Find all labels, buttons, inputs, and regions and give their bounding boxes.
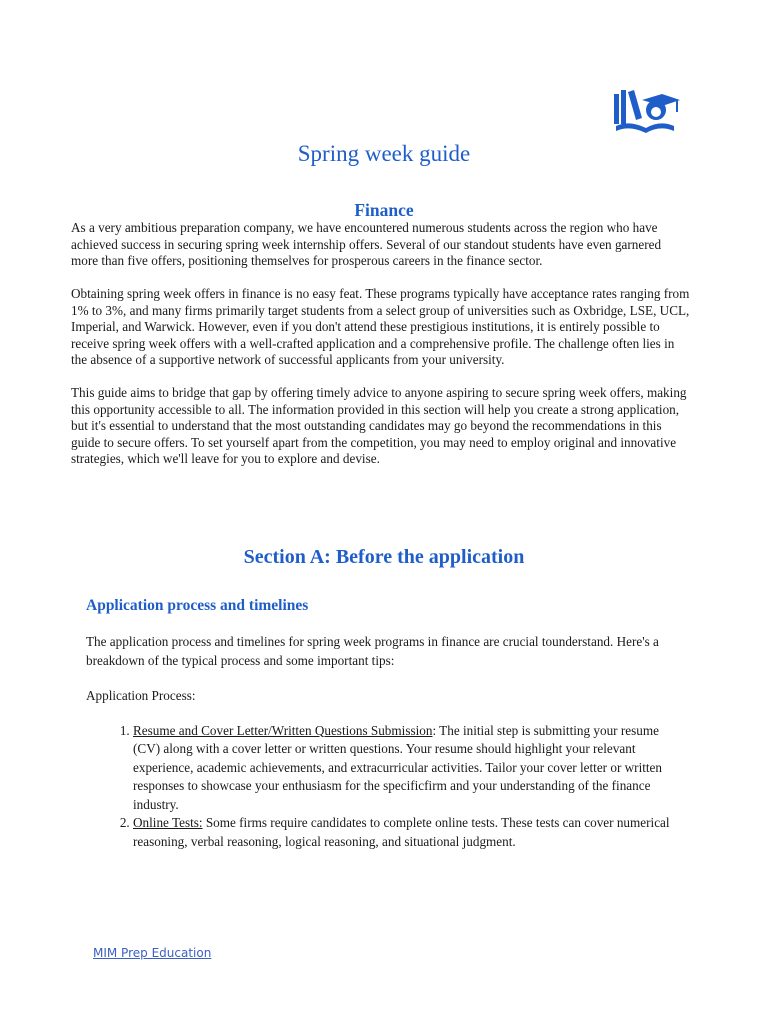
intro-text: [71, 220, 691, 484]
step-text: : The initial step is submitting your resume (CV) along with a cover letter or written questions. Your resume should highlight your relevant experience, academic achievements, and extracurricular activities. Tailor your cover letter or written responses to showcase your enthusiasm for the specificfirm and your understanding of the finance industry.: [133, 722, 663, 812]
page-title: Spring week guide: [297, 141, 471, 166]
section-a-intro: The application process and timelines for spring week programs in finance are crucial tounderstand. Here's a breakdown of the typical process and some important tips:: [86, 634, 659, 668]
step-text: Some firms require candidates to complete online tests. These tests can cover numerical reasoning, verbal reasoning, logical reasoning, and situational judgment.: [133, 815, 670, 849]
process-steps-list: [86, 722, 686, 852]
step-title: Online Tests:: [133, 815, 203, 830]
footer-link[interactable]: MIM Prep Education: [93, 946, 212, 960]
subheading-application-process: Application process and timelines: [86, 597, 309, 614]
intro-paragraph: Obtaining spring week offers in finance is no easy feat. These programs typically have acceptance rates ranging from 1% to 3%, and many firms primarily target students from a select group of universities such as Oxbridge, LSE, UCL, Imperial, and Warwick. However, even if you don't attend these prestigious institutions, it is entirely possible to receive spring week offers with a well-crafted application and a comprehensive profile. The challenge often lies in the absence of a supportive network of successful applicants from your university.: [71, 286, 690, 367]
company-logo: [612, 88, 680, 134]
step-title: Resume and Cover Letter/Written Questions Submission: [133, 722, 433, 738]
books-graduation-cap-icon: [612, 88, 680, 134]
section-a-heading: Section A: Before the application: [243, 546, 525, 568]
list-item: [133, 722, 686, 815]
list-item: [133, 814, 686, 851]
section-subtitle-finance: Finance: [354, 200, 414, 220]
section-a-body: [86, 633, 686, 851]
intro-paragraph: As a very ambitious preparation company, we have encountered numerous students across the region who have achieved success in securing spring week internship offers. Several of our standout students have even garnered more than five offers, positioning themselves for prosperous careers in the finance sector.: [71, 220, 662, 268]
process-label: Application Process:: [86, 688, 196, 703]
intro-paragraph: This guide aims to bridge that gap by offering timely advice to anyone aspiring to secure spring week offers, making this opportunity accessible to all. The information provided in this section will help you create a strong application, but it's essential to understand that the most outstanding candidates may go beyond the recommendations in this guide to secure offers. To set yourself apart from the competition, you may need to employ original and innovative strategies, which we'll leave for you to explore and devise.: [71, 385, 687, 466]
